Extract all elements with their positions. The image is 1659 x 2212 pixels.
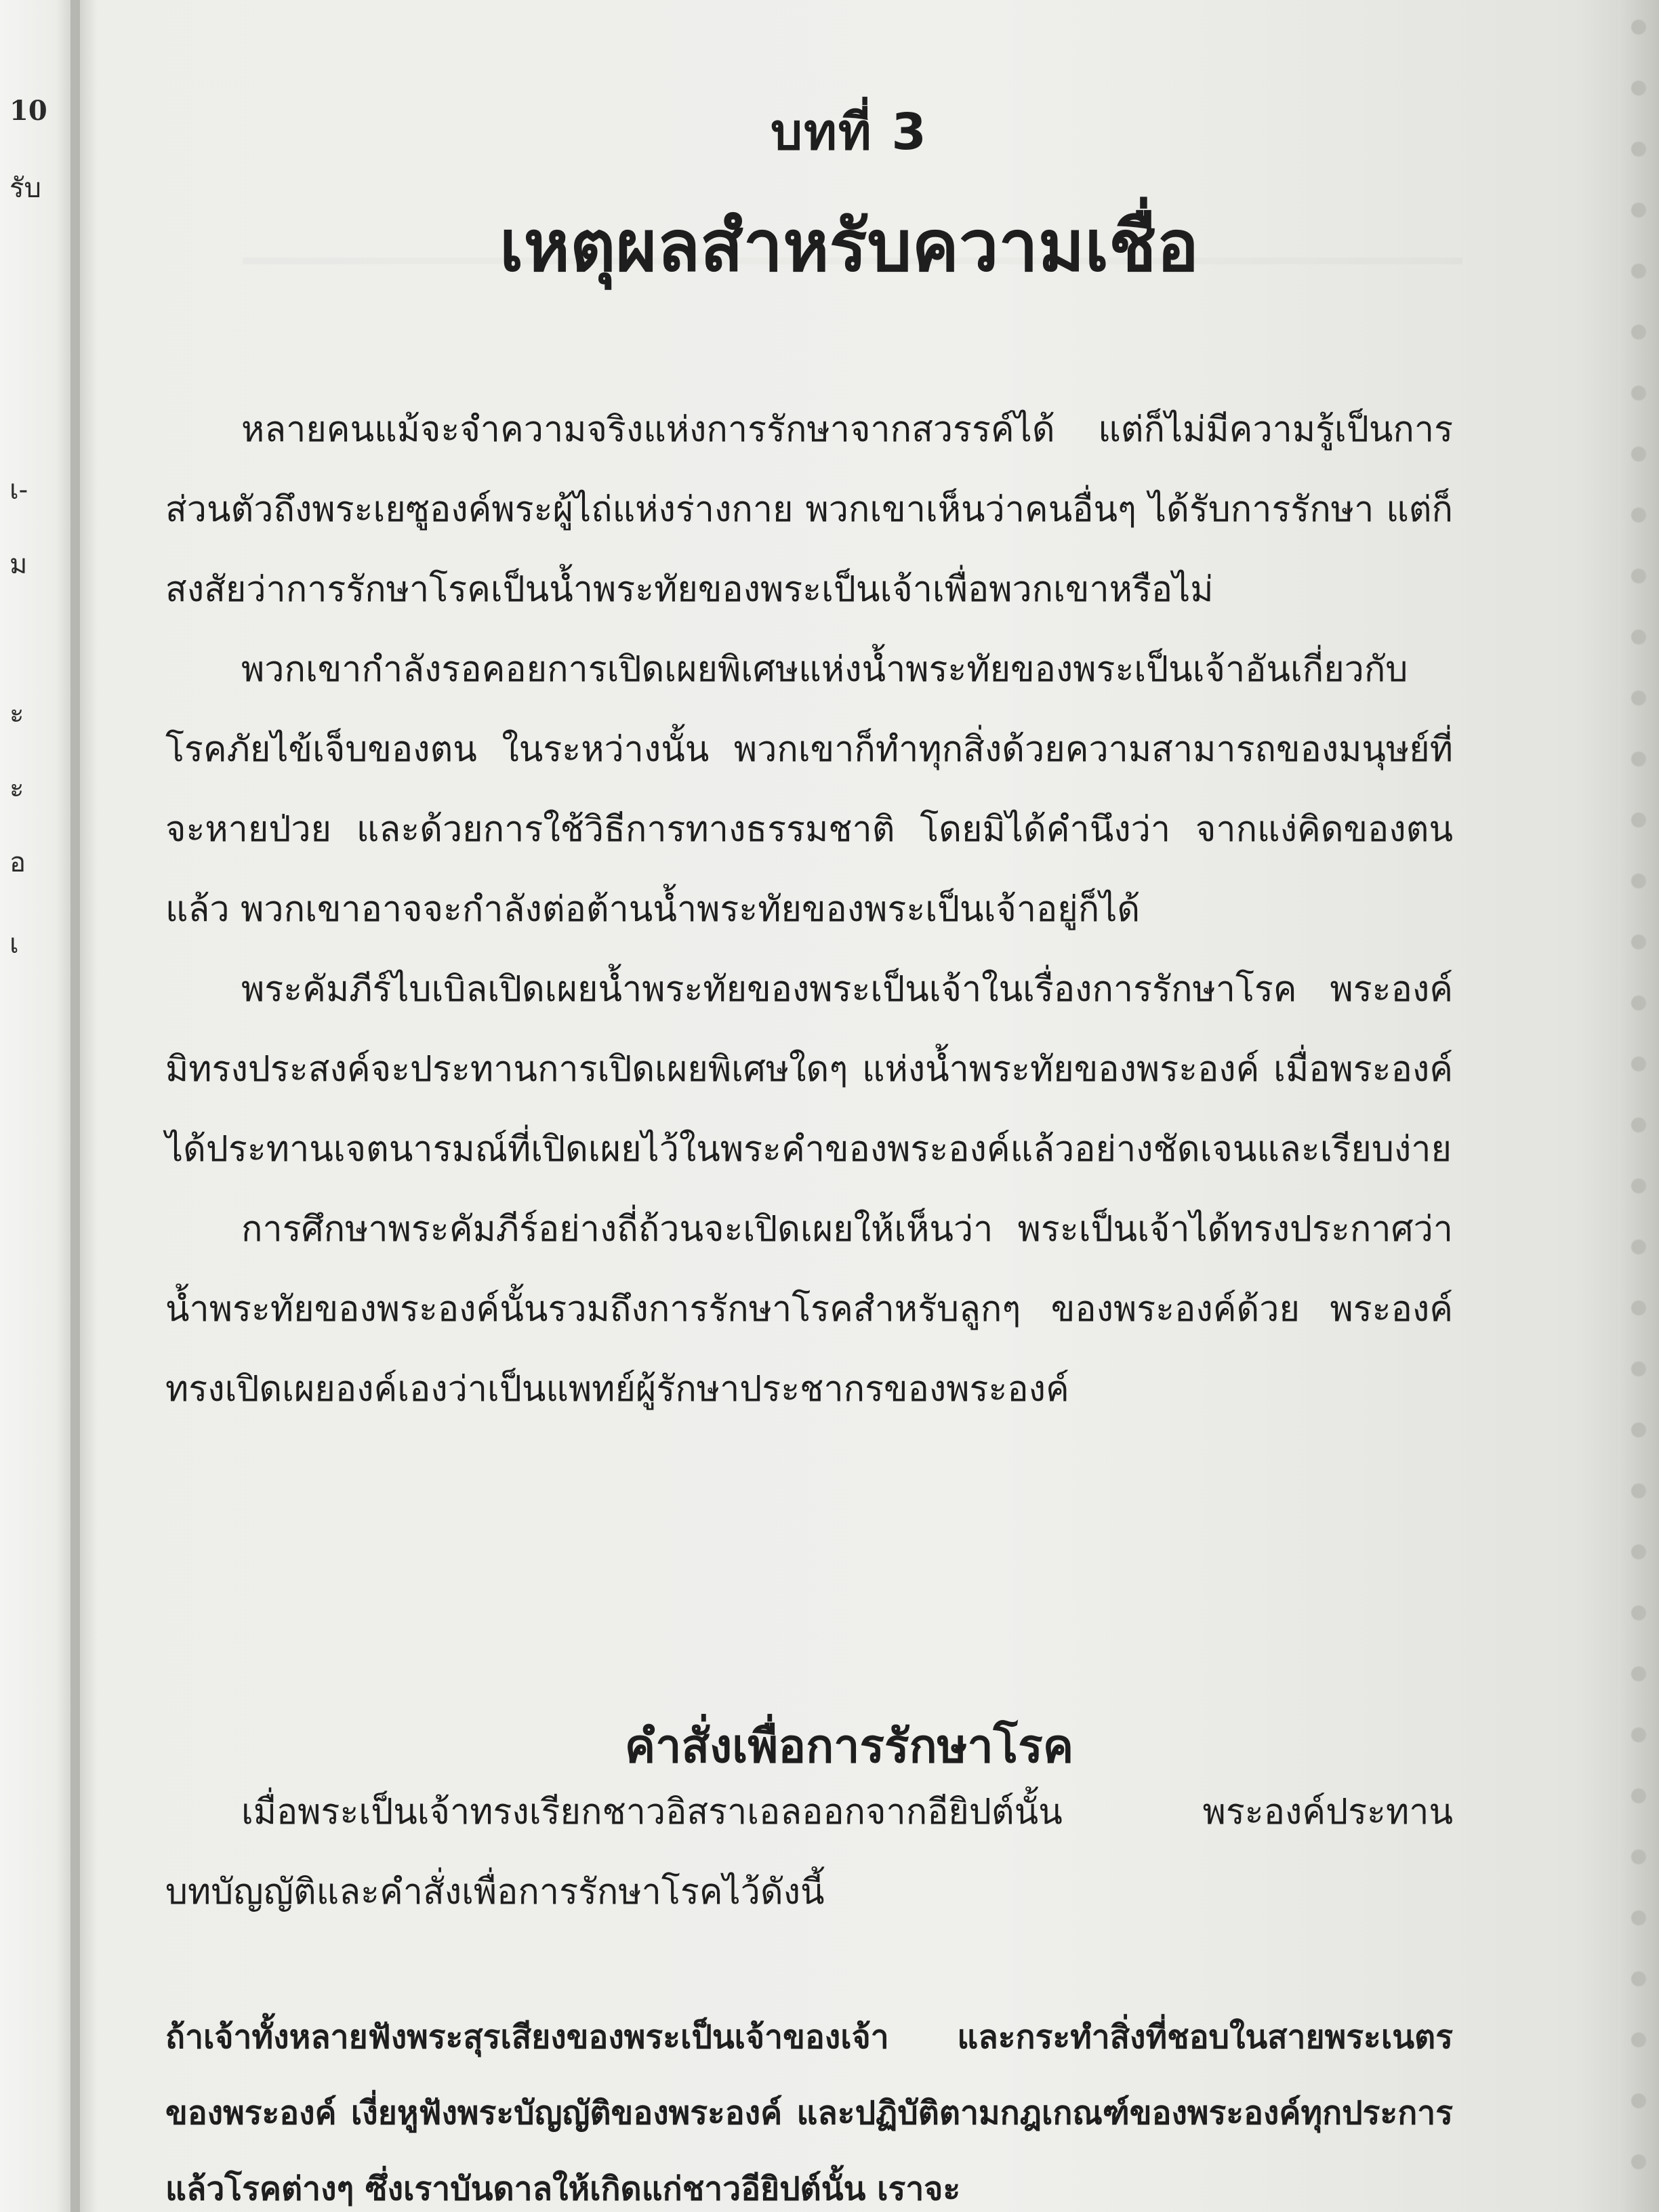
left-facing-page <box>0 0 80 2212</box>
chapter-number: บทที่ 3 <box>771 103 928 161</box>
paragraph: พวกเขากำลังรอคอยการเปิดเผยพิเศษแห่งน้ำพระทัยของพระเป็นเจ้าอันเกี่ยวกับโรคภัยไข้เจ็บของตน ในระหว่างนั้น พวกเขาก็ทำทุกสิ่งด้วยความสามารถของมนุษย์ที่จะหายป่วย และด้วยการใช้วิธีการทางธรรมชาติ โดยมิได้คำนึงว่า จากแง่คิดของตนแล้ว พวกเขาอาจจะกำลังต่อต้านน้ำพระทัยของพระเป็นเจ้าอยู่ก็ได้ <box>165 649 1453 930</box>
book-page <box>80 0 1618 2212</box>
section-heading: คำสั่งเพื่อการรักษาโรค <box>624 1720 1074 1774</box>
left-page-fragment: เ <box>9 928 19 960</box>
paragraph: หลายคนแม้จะจำความจริงแห่งการรักษาจากสวรรค์ได้ แต่ก็ไม่มีความรู้เป็นการส่วนตัวถึงพระเยซูองค์พระผู้ไถ่แห่งร่างกาย พวกเขาเห็นว่าคนอื่นๆ ได้รับการรักษา แต่ก็สงสัยว่าการรักษาโรคเป็นน้ำพระทัยของพระเป็นเจ้าเพื่อพวกเขาหรือไม่ <box>165 409 1453 610</box>
scripture-quote <box>165 1999 1453 2212</box>
chapter-body <box>165 390 1453 1429</box>
left-page-fragment: รับ <box>9 173 41 204</box>
background-surface <box>1618 0 1659 2212</box>
section-paragraph: เมื่อพระเป็นเจ้าทรงเรียกชาวอิสราเอลออกจากอียิปต์นั้น พระองค์ประทานบทบัญญัติและคำสั่งเพื่อการรักษาโรคไว้ดังนี้ <box>165 1792 1453 1912</box>
left-page-number: 10 <box>9 95 47 127</box>
paragraph: พระคัมภีร์ไบเบิลเปิดเผยน้ำพระทัยของพระเป็นเจ้าในเรื่องการรักษาโรค พระองค์มิทรงประสงค์จะประทานการเปิดเผยพิเศษใดๆ แห่งน้ำพระทัยของพระองค์ เมื่อพระองค์ได้ประทานเจตนารมณ์ที่เปิดเผยไว้ในพระคำของพระองค์แล้วอย่างชัดเจนและเรียบง่าย <box>165 969 1453 1170</box>
paragraph: การศึกษาพระคัมภีร์อย่างถี่ถ้วนจะเปิดเผยให้เห็นว่า พระเป็นเจ้าได้ทรงประกาศว่าน้ำพระทัยของพระองค์นั้นรวมถึงการรักษาโรคสำหรับลูกๆ ของพระองค์ด้วย พระองค์ทรงเปิดเผยองค์เองว่าเป็นแพทย์ผู้รักษาประชากรของพระองค์ <box>165 1209 1453 1410</box>
chapter-title: เหตุผลสำหรับความเชื่อ <box>499 205 1200 287</box>
left-page-fragment: ะ <box>9 773 24 804</box>
section-body <box>165 1772 1453 1932</box>
left-page-fragment: ม <box>9 549 28 580</box>
quote-text: ถ้าเจ้าทั้งหลายฟังพระสุรเสียงของพระเป็นเจ้าของเจ้า และกระทำสิ่งที่ชอบในสายพระเนตรของพระองค์ เงี่ยหูฟังพระบัญญัติของพระองค์ และปฏิบัติตามกฎเกณฑ์ของพระองค์ทุกประการ แล้วโรคต่างๆ ซึ่งเราบันดาลให้เกิดแก่ชาวอียิปต์นั้น เราจะ <box>165 2018 1453 2208</box>
left-page-fragment: เ- <box>9 474 28 506</box>
left-page-fragment: อ <box>9 847 26 878</box>
left-page-fragment: ะ <box>9 698 24 729</box>
